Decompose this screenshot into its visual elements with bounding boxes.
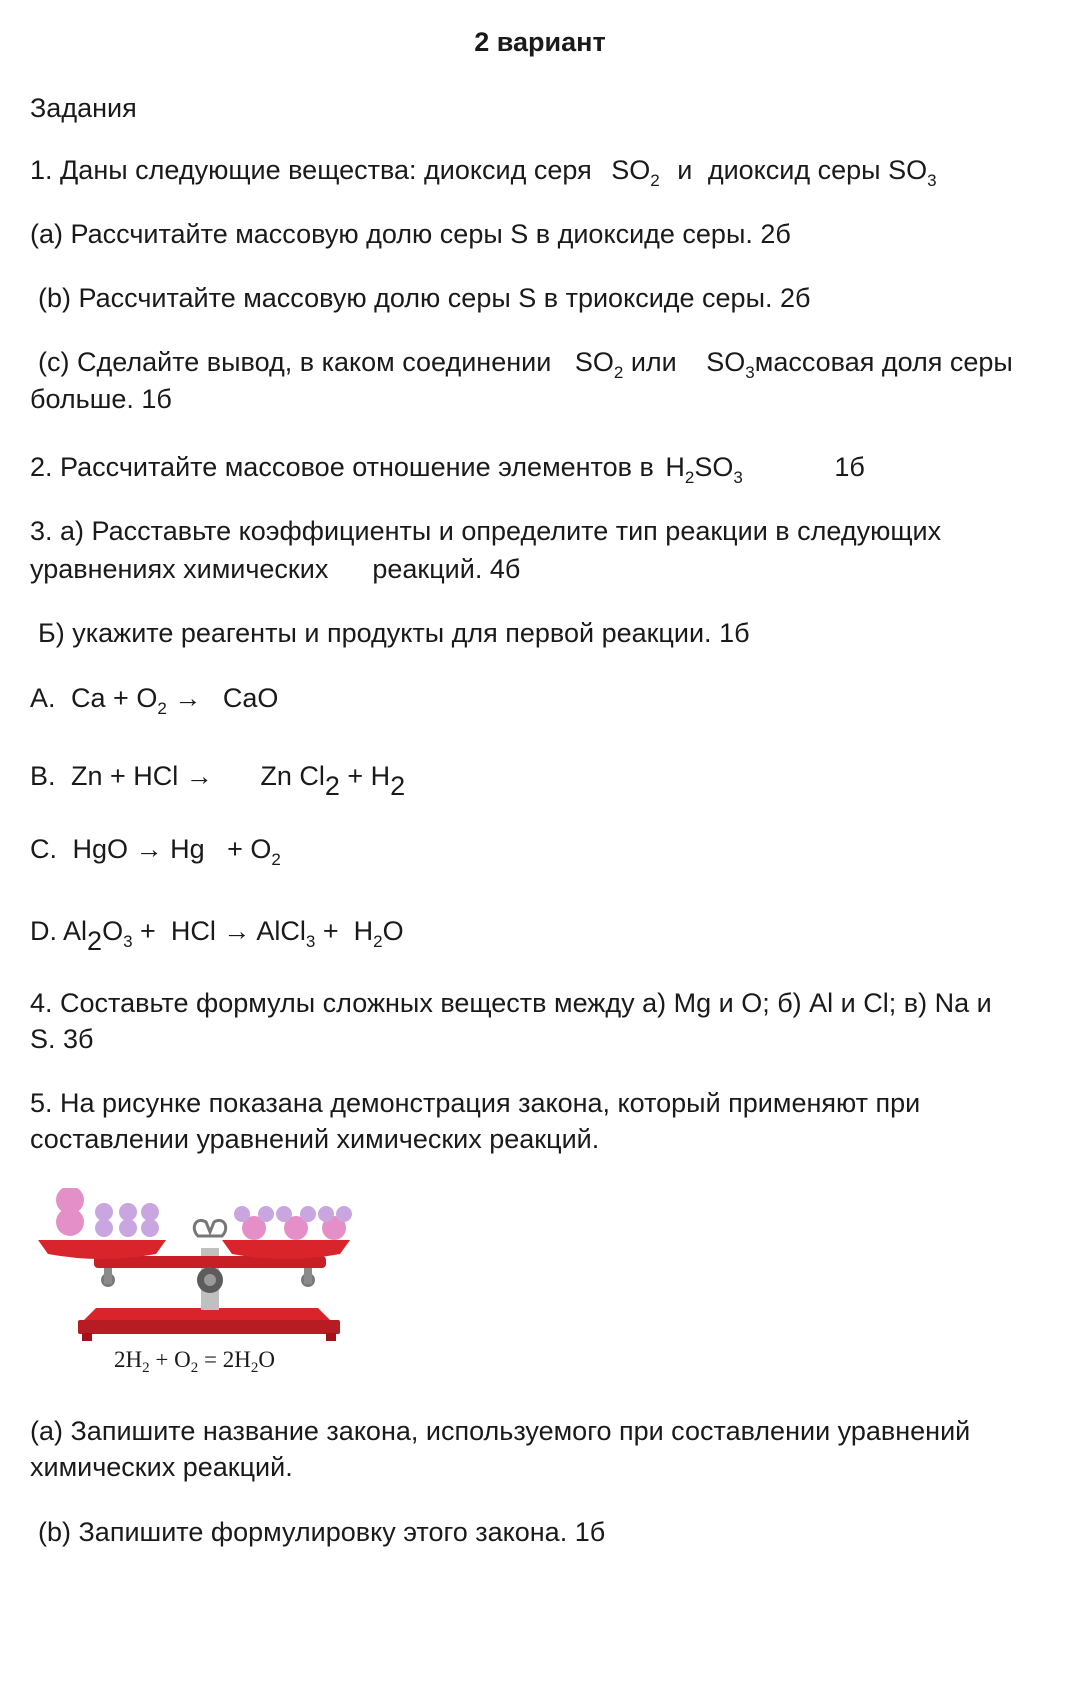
task-5a-line-1: (а) Запишите название закона, используемого при составлении уравнений	[30, 1416, 971, 1446]
reaction-a: A. $Ca + O_2$ → CaO	[30, 683, 279, 718]
task-4-line-1: 4. Составьте формулы сложных веществ между а) Mg и О; б) Al и Cl; в) Na и	[30, 988, 992, 1018]
arrow-icon: →	[185, 761, 213, 791]
figure-equation: $2H_2 + O_2 = 2H_2O$	[114, 1347, 275, 1376]
task-1-text: 1. Даны следующие вещества: диоксид серя	[30, 155, 592, 185]
task-2-text: 2. Рассчитайте массовое отношение элементов в	[30, 452, 654, 482]
task-3b: Б) укажите реагенты и продукты для первой реакции. 1б	[38, 618, 750, 648]
task-2-points: 1б	[834, 452, 865, 482]
task-5b: (b) Запишите формулировку этого закона. 1б	[38, 1517, 606, 1547]
task-3-line-2: уравнениях химических реакций. 4б	[30, 554, 521, 584]
task-1c-text: (c) Сделайте вывод, в каком соединении	[38, 347, 552, 377]
task-1-text-2: диоксид серы	[707, 155, 881, 185]
molecules-right	[234, 1206, 352, 1240]
formula-so2: $SO_2$	[574, 347, 624, 382]
task-1c-line-2: больше. 1б	[30, 384, 172, 414]
arrow-icon: →	[223, 916, 251, 946]
reaction-d: D. $Al_2O_3$ + HCl → AlCl$_3$ + $H_2O$	[30, 916, 404, 956]
formula-so3: $SO_3$	[706, 347, 755, 382]
task-1b: (b) Рассчитайте массовую долю серы S в триоксиде серы. 2б	[38, 283, 811, 313]
task-1a: (a) Рассчитайте массовую долю серы S в диоксиде серы. 2б	[30, 219, 791, 249]
arrow-icon: →	[174, 683, 202, 713]
task-3-line-1: 3. а) Расставьте коэффициенты и определите тип реакции в следующих	[30, 516, 942, 546]
task-5-line-2: составлении уравнений химических реакций.	[30, 1124, 600, 1154]
formula-so2: $SO_2$	[611, 155, 660, 190]
formula-so3: $SO_3$	[888, 155, 937, 190]
task-1c-line-1	[38, 344, 1013, 381]
section-label: Задания	[30, 93, 137, 123]
task-2	[30, 449, 865, 486]
task-1	[30, 152, 937, 189]
conjunction: или	[630, 347, 677, 377]
task-1c-text-2: массовая доля серы	[754, 347, 1013, 377]
page-title: 2 вариант	[474, 27, 606, 57]
task-4-line-2: S. 3б	[30, 1024, 94, 1054]
task-5-line-1: 5. На рисунке показана демонстрация закона, который применяют при	[30, 1088, 921, 1118]
scale-ornament	[194, 1220, 225, 1236]
scale-base-plate	[78, 1320, 340, 1334]
molecules-left	[56, 1188, 159, 1237]
task-5a-line-2: химических реакций.	[30, 1452, 293, 1482]
formula-h2so3: $H_2SO_3$	[665, 452, 743, 487]
reaction-c: C. HgO → $Hg + O_2$	[30, 834, 281, 869]
arrow-icon: →	[135, 834, 163, 864]
reaction-b: B. Zn + HCl → Zn $Cl_2 + H_2$	[30, 761, 406, 801]
conjunction: и	[677, 155, 693, 185]
